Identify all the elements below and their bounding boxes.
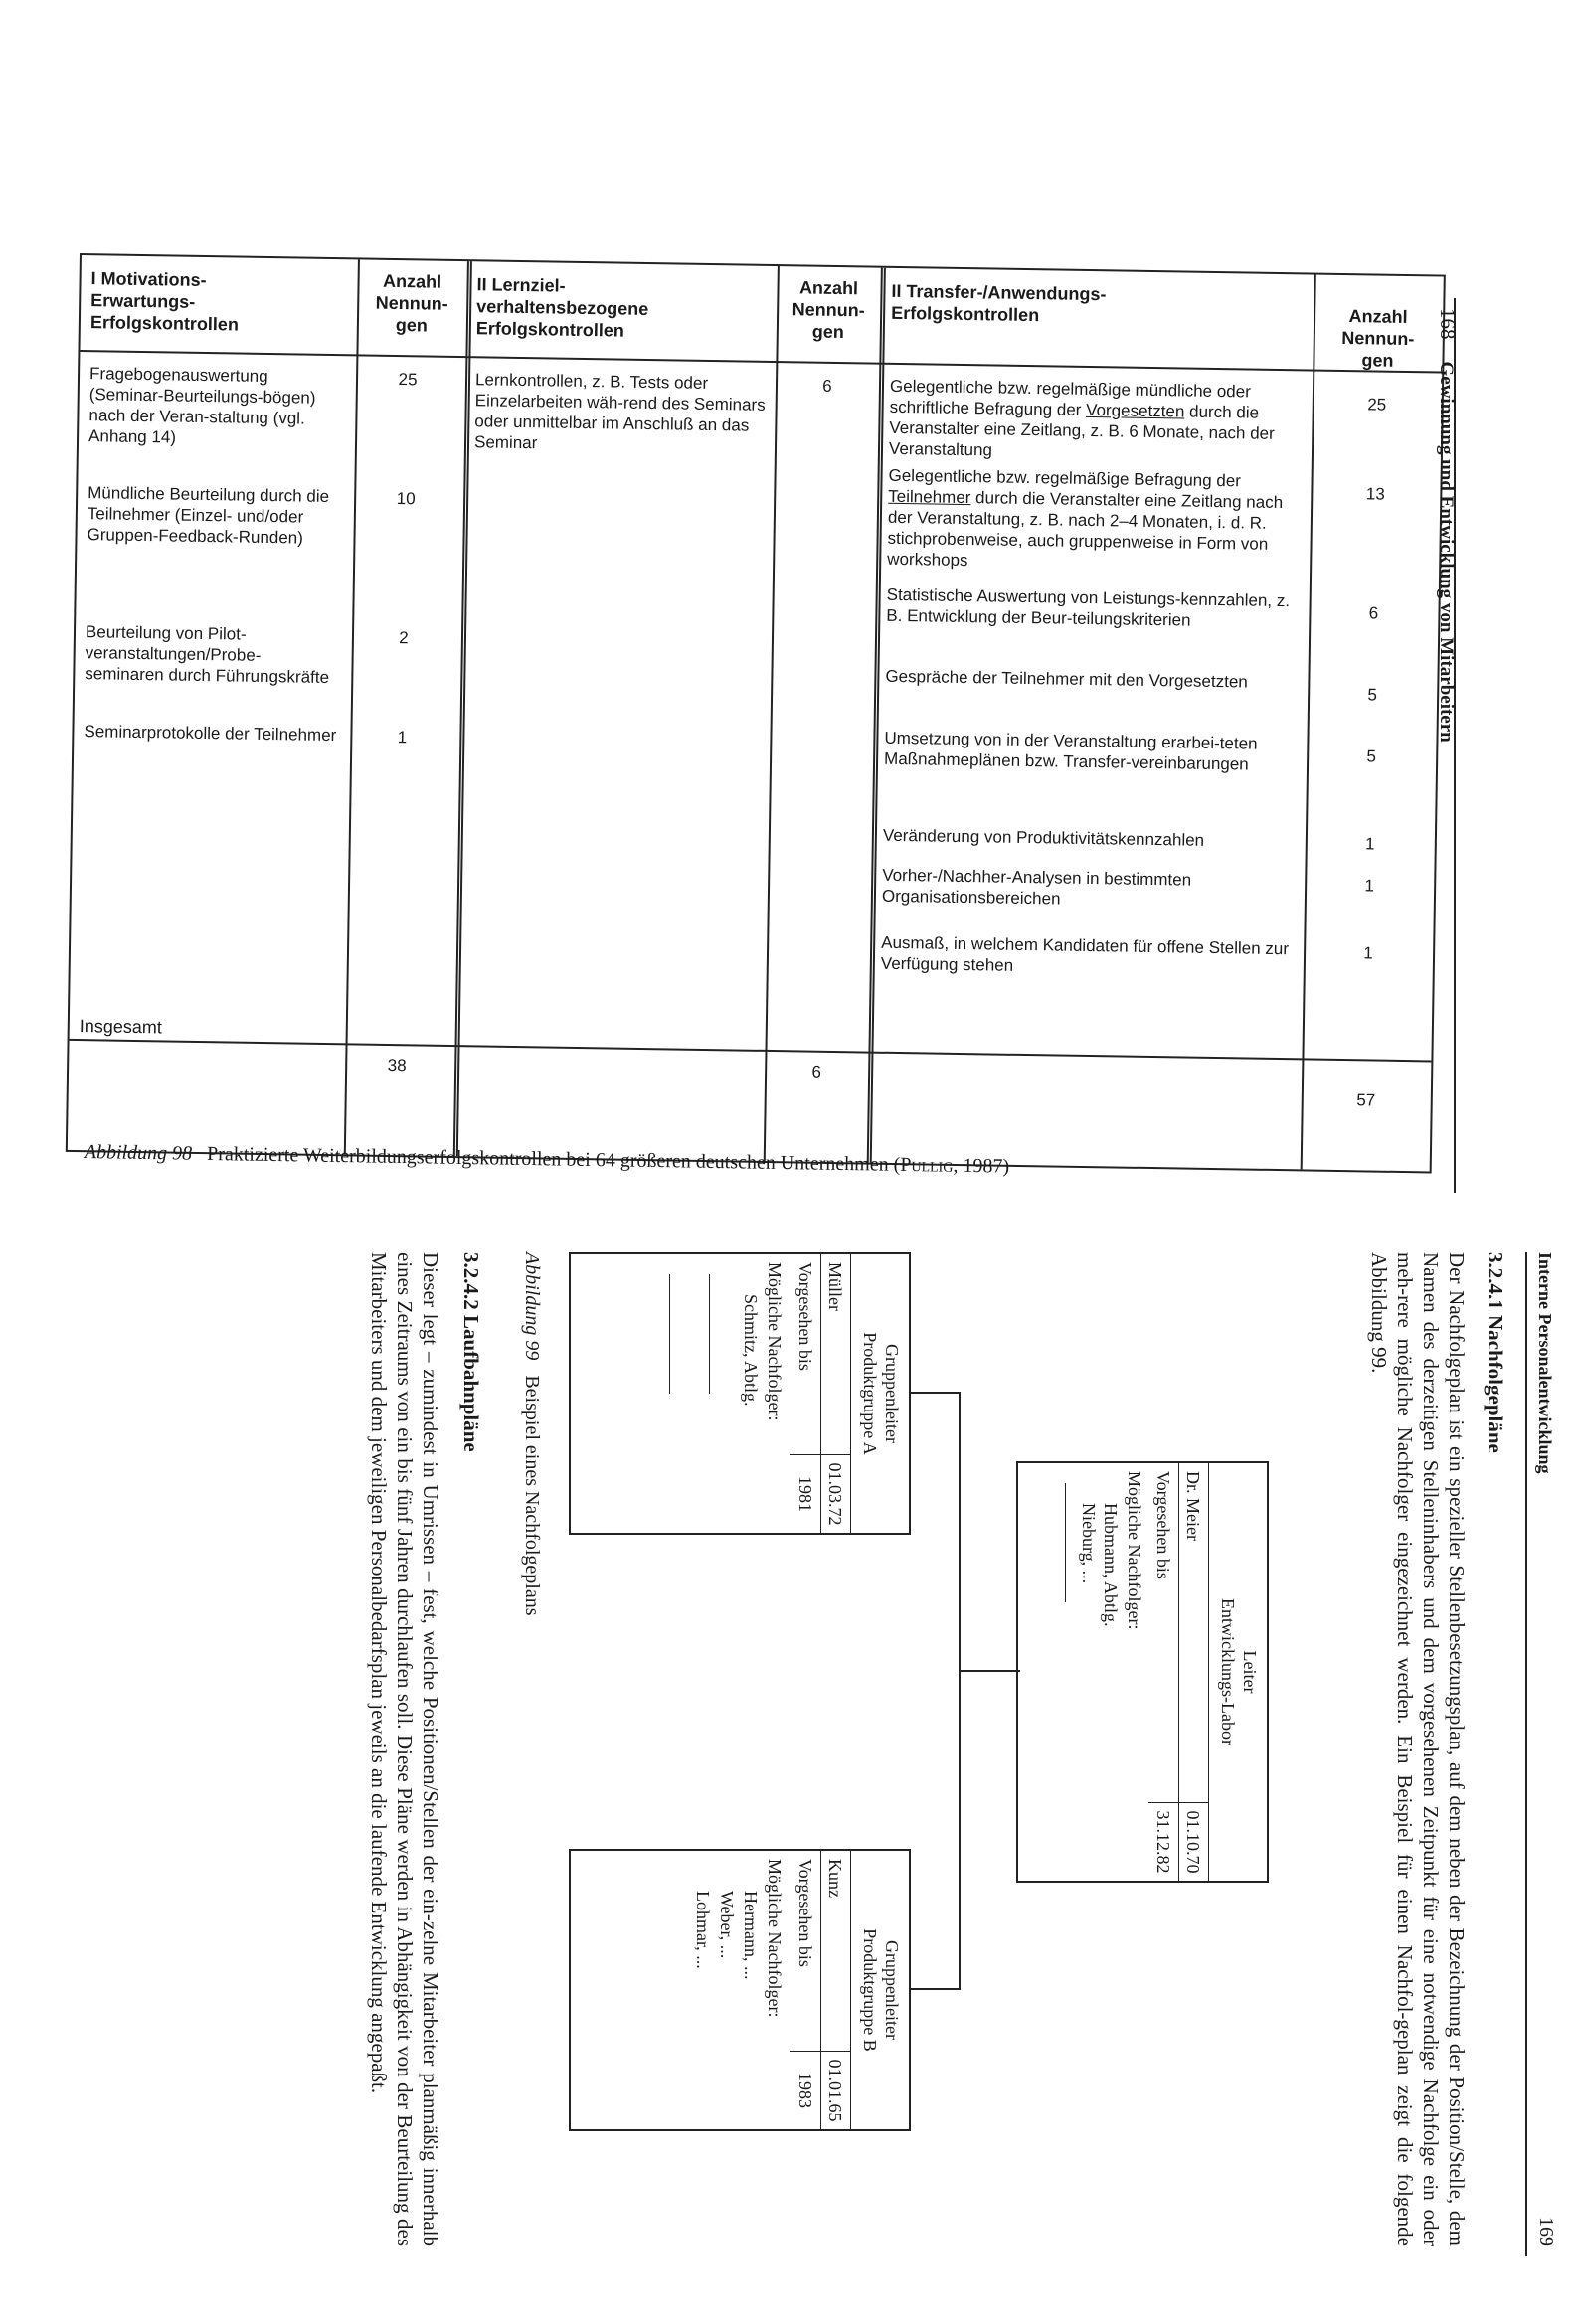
col3-count: 6 (1368, 603, 1379, 623)
col1-item: Seminarprotokolle der Teilnehmer (84, 722, 337, 746)
successor-name: Hermann, ... (741, 1891, 761, 1980)
col1-item: Fragebogenauswertung (Seminar-Beurteilungs-bögen) nach der Veran-staltung (vgl. Anhang 14) (88, 364, 316, 447)
blank-line (709, 1274, 710, 1394)
org-box-top (1016, 1461, 1269, 1883)
total-col1: 38 (387, 1055, 407, 1076)
connector (911, 1988, 961, 1990)
holder-row: Dr. Meier 01.10.70 (1178, 1463, 1209, 1881)
connector (959, 1392, 961, 1988)
page-number: 168 (1436, 308, 1460, 340)
col3-item: Gelegentliche bzw. regelmäßige Befragung der Teilnehmer durch die Veranstalter eine Zeitlang nach der Veranstaltung, z. B. nach 2–4 Monaten, i. d. R. stichprobenweise, auch gruppenweise in Form von workshops (887, 465, 1284, 571)
col1-count: 2 (399, 628, 409, 648)
figure-99-caption: Abbildung 99 Beispiel eines Nachfolgeplans (521, 1252, 543, 1616)
col1-header: I Motivations- Erwartungs- Erfolgskontrollen (89, 268, 240, 335)
blank-line (1065, 1483, 1066, 1602)
table-total-rule (70, 1039, 1432, 1063)
successor-name: Lohmar, ... (693, 1891, 713, 1969)
col3-count: 1 (1364, 834, 1375, 854)
col2-item: Lernkontrollen, z. B. Tests oder Einzelarbeiten wäh-rend des Seminars oder unmittelbar im Anschluß an das Seminar (473, 370, 766, 453)
lower-page (0, 1233, 1577, 2324)
successor-name: Hubmann, Abtlg. (1101, 1503, 1121, 1627)
running-head-title: Interne Personalentwicklung (1535, 1252, 1555, 1474)
count-header: Anzahl Nennun- gen (791, 277, 865, 343)
planned-row: Vorgesehen bis 1981 (790, 1254, 821, 1533)
holder-row: Müller 01.03.72 (820, 1254, 851, 1533)
evaluation-table (66, 253, 1446, 1173)
col3-header: II Transfer-/Anwendungs- Erfolgskontrollen (891, 280, 1107, 326)
org-box-left (569, 1252, 911, 1535)
col3-count: 1 (1364, 876, 1375, 896)
col2-count: 6 (822, 376, 832, 396)
total-col3: 57 (1356, 1090, 1376, 1110)
col3-count: 25 (1367, 395, 1387, 415)
successor-name: Schmitz, Abtlg. (741, 1294, 761, 1407)
total-col2: 6 (811, 1062, 822, 1081)
table-divider (453, 261, 472, 1156)
col2-header: II Lernziel- verhaltensbezogene Erfolgskontrollen (475, 274, 649, 341)
page-number: 169 (1535, 2217, 1557, 2246)
count-header: Anzahl Nennun- gen (375, 270, 448, 336)
col3-count: 5 (1366, 747, 1377, 766)
rotated-page-content (0, 1233, 1577, 2276)
count-header: Anzahl Nennun- gen (1341, 306, 1415, 371)
running-head (1420, 308, 1460, 1163)
org-box-title: Gruppenleiter Produktgruppe B (860, 1928, 902, 2052)
col1-count: 1 (397, 728, 408, 747)
col3-item: Veränderung von Produktivitätskennzahlen (882, 825, 1205, 850)
connector (961, 1670, 1020, 1672)
planned-row: Vorgesehen bis 1983 (790, 1851, 821, 2129)
section-title-laufbahnplaene: 3.2.4.2 Laufbahnpläne (459, 1252, 483, 1452)
figure-98-caption: Abbildung 98 Praktizierte Weiterbildungserfolgskontrollen bei 64 größeren deutschen Unternehmen (Pullig, 1987) (84, 1141, 1010, 1178)
running-head-rule (1525, 1252, 1527, 2256)
col3-item: Ausmaß, in welchem Kandidaten für offene Stellen zur Verfügung stehen (880, 932, 1290, 975)
table-divider (344, 259, 360, 1154)
col3-count: 1 (1363, 943, 1373, 963)
col1-item: Mündliche Beurteilung durch die Teilnehmer (Einzel- und/oder Gruppen-Feedback-Runden) (87, 483, 330, 548)
successor-name: Weber, ... (717, 1891, 737, 1959)
section-title-nachfolgeplaene: 3.2.4.1 Nachfolgepläne (1484, 1252, 1507, 1453)
col1-count: 10 (396, 489, 416, 509)
col3-item: Gelegentliche bzw. regelmäßige mündliche oder schriftliche Befragung der Vorgesetzten durch die Veranstalter eine Zeitlang, z. B. 6 Monate, nach der Veranstaltung (888, 376, 1275, 460)
section-text-laufbahnplaene: Dieser legt – zumindest in Umrissen – fest, welche Positionen/Stellen der ein-zelne Mitarbeiter planmäßig innerhalb eines Zeitraums von ein bis fünf Jahren durchlaufen soll. Diese Pläne werden in Abhängigkeit von der Beurteilung des Mitarbeiters und dem jeweiligen Personalbedarfsplan jeweils an die laufende Entwicklung angepaßt. (367, 1252, 442, 2246)
holder-row: Kunz 01.01.65 (820, 1851, 851, 2129)
running-head (1534, 1252, 1555, 2246)
col3-item: Statistische Auswertung von Leistungs-kennzahlen, z. B. Entwicklung der Beur-teilungskriterien (886, 584, 1291, 630)
successor-label: Mögliche Nachfolger: (1125, 1471, 1144, 1630)
col3-count: 5 (1367, 685, 1378, 705)
col1-count: 25 (398, 370, 418, 390)
org-box-title: Gruppenleiter Produktgruppe A (860, 1332, 902, 1455)
org-box-title: Leiter Entwicklungs-Labor (1218, 1598, 1260, 1745)
col3-item: Vorher-/Nachher-Analysen in bestimmten Organisationsbereichen (881, 865, 1192, 909)
total-label: Insgesamt (79, 1016, 162, 1038)
planned-row: Vorgesehen bis 31.12.82 (1148, 1463, 1179, 1881)
running-head-title: Gewinnung und Entwicklung von Mitarbeitern (1436, 361, 1457, 743)
col3-count: 13 (1365, 484, 1385, 504)
table-divider (867, 268, 886, 1163)
org-box-right (569, 1849, 911, 2131)
col1-item: Beurteilung von Pilot-veranstaltungen/Probe-seminaren durch Führungskräfte (85, 622, 330, 687)
col3-item: Gespräche der Teilnehmer mit den Vorgesetzten (885, 666, 1248, 692)
connector (911, 1392, 961, 1394)
section-text-nachfolgeplaene: Der Nachfolgeplan ist ein spezieller Stellenbesetzungsplan, auf dem neben der Bezeichnung der Position/Stelle, dem Namen des derzeitigen Stelleninhabers und dem vorgesehenen Zeitpunkt für eine notwendige Nachfolge ein oder meh-rere mögliche Nachfolger eingezeichnet werden. Ein Beispiel für einen Nachfol-geplan zeigt die folgende Abbildung 99. (1367, 1252, 1469, 2246)
successor-name: Nieburg, ... (1079, 1503, 1099, 1584)
blank-line (669, 1274, 670, 1394)
col3-item: Umsetzung von in der Veranstaltung erarbei-teten Maßnahmeplänen bzw. Transfer-vereinbarungen (883, 728, 1258, 774)
successor-label: Mögliche Nachfolger: (765, 1859, 785, 2018)
successor-label: Mögliche Nachfolger: (765, 1262, 785, 1421)
